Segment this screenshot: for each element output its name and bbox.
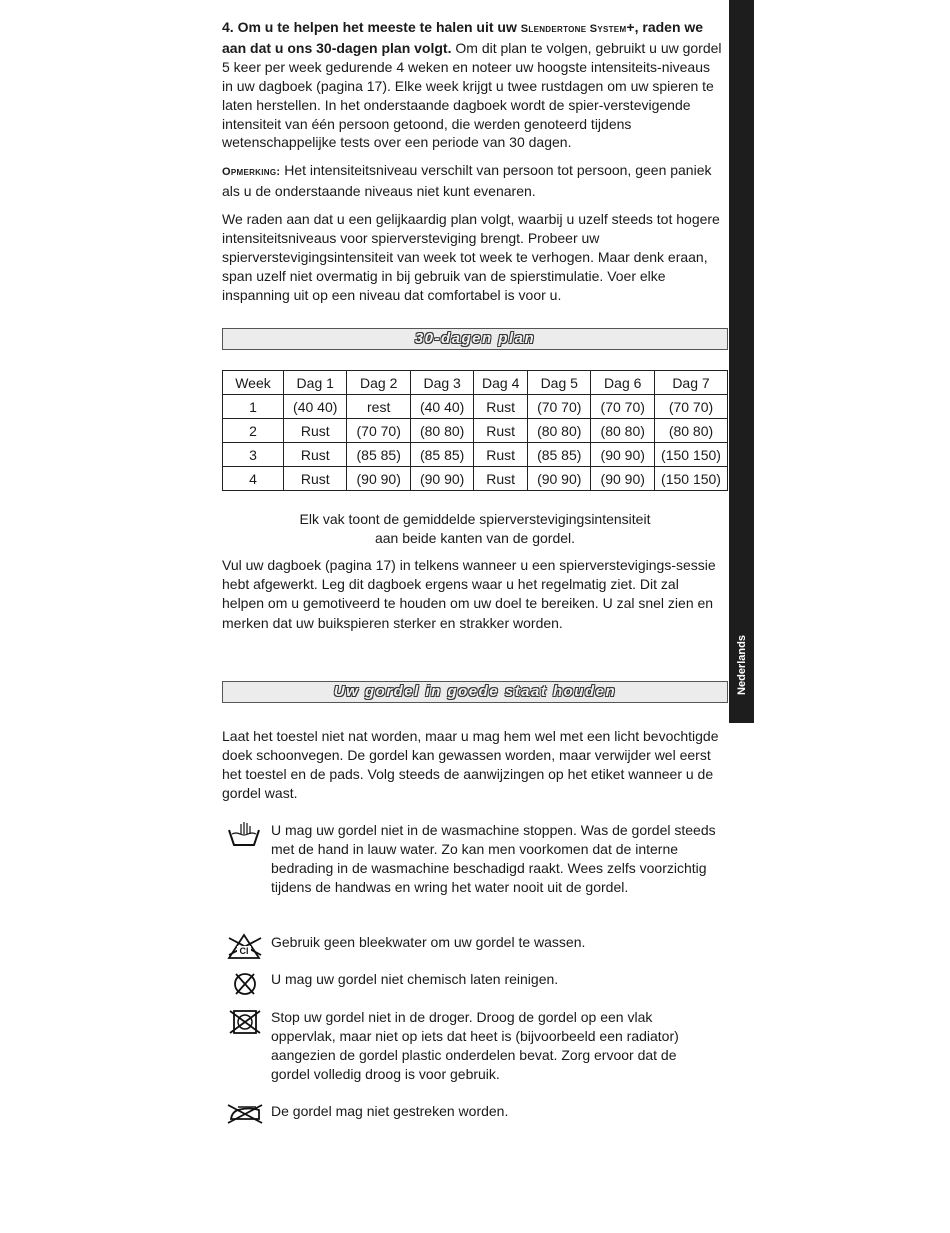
note-text: Het intensiteitsniveau verschilt van persoon tot persoon, geen paniek als u de onderstaande niveaus niet kunt evenaren. [222,162,712,200]
header-day-5: Dag 5 [528,371,591,395]
table-cell: Rust [284,419,347,443]
table-cell: Rust [474,395,528,419]
table-cell: Rust [284,443,347,467]
note-label: Opmerking: [222,166,281,179]
table-cell: (70 70) [347,419,410,443]
language-side-tab [729,0,754,723]
intro-bold-b: +, raden we aan dat u ons 30-dagen plan volgt. [222,19,704,56]
care-text-no-iron: De gordel mag niet gestreken worden. [271,1103,509,1119]
header-day-6: Dag 6 [591,371,655,395]
table-cell: (90 90) [410,467,473,491]
table-row [223,443,728,467]
header-day-4: Dag 4 [474,371,528,395]
intro-section [222,18,722,314]
header-day-2: Dag 2 [347,371,410,395]
header-day-3: Dag 3 [410,371,473,395]
table-cell: (80 80) [591,419,655,443]
table-cell: (85 85) [528,443,591,467]
table-cell: (85 85) [347,443,410,467]
table-cell: (90 90) [591,467,655,491]
table-cell: rest [347,395,410,419]
intro-paragraph [222,18,722,152]
care-intro-paragraph: Laat het toestel niet nat worden, maar u mag hem wel met een licht bevochtigde doek schoonvegen. De gordel kan gewassen worden, maar verwijder wel eerst het toestel en de pads. Volg steeds de aanwijzingen op het etiket wanneer u de gordel wast. [222,728,719,801]
table-header-row [223,371,728,395]
table-cell: (90 90) [528,467,591,491]
table-cell: (40 40) [284,395,347,419]
table-cell: 1 [223,395,284,419]
advice-paragraph: We raden aan dat u een gelijkaardig plan volgt, waarbij u uzelf steeds tot hogere intensiteitsniveaus voor spierversteviging brengt. Probeer uw spierverstevigingsintensiteit van week tot week te verhogen. Maar denk eraan, span uzelf niet overmatig in bij gebruik van de spierstimulatie. Voer elke inspanning uit op een niveau dat comfortabel is voor u. [222,211,720,303]
care-text-no-bleach: Gebruik geen bleekwater om uw gordel te wassen. [271,934,586,950]
care-text-no-tumble-dry: Stop uw gordel niet in de droger. Droog de gordel op een vlak oppervlak, maar niet op iets dat heet is (bijvoorbeeld een radiator) aangezien de gordel plastic onderdelen bevat. Zorg ervoor dat de gordel volledig droog is voor gebruik. [271,1009,679,1082]
table-cell: Rust [474,443,528,467]
table-row [223,395,728,419]
table-cell: (85 85) [410,443,473,467]
table-cell: Rust [284,467,347,491]
bleach-symbol: Cl [239,946,249,956]
table-cell: (80 80) [410,419,473,443]
table-cell: (70 70) [655,395,728,419]
table-caption [222,510,728,548]
table-row [223,419,728,443]
plan-table [222,370,728,491]
care-text-no-dry-clean: U mag uw gordel niet chemisch laten reinigen. [271,971,559,987]
table-cell: (80 80) [528,419,591,443]
table-cell: (70 70) [591,395,655,419]
no-tumble-dry-icon [226,1008,264,1038]
table-cell: (90 90) [591,443,655,467]
language-label: Nederlands [735,635,748,695]
note-paragraph [222,161,722,201]
table-cell: (150 150) [655,443,728,467]
header-day-1: Dag 1 [284,371,347,395]
table-cell: Rust [474,419,528,443]
table-row [223,467,728,491]
diary-paragraph: Vul uw dagboek (pagina 17) in telkens wanneer u een spierverstevigings-sessie hebt afgewerkt. Leg dit dagboek ergens waar u het regelmatig ziet. Dit zal helpen om u gemotiveerd te houden om uw doel te bereiken. U zal snel zien en merken dat uw buikspieren sterker en strakker worden. [222,557,716,631]
no-bleach-icon [226,933,264,963]
table-cell: 4 [223,467,284,491]
table-cell: (70 70) [528,395,591,419]
brand-name: Slendertone System [520,23,627,35]
no-iron-icon [226,1102,264,1132]
header-week: Week [223,371,284,395]
table-cell: (80 80) [655,419,728,443]
table-cell: (40 40) [410,395,473,419]
care-heading: Uw gordel in goede staat houden [222,681,728,703]
caption-line-1: Elk vak toont de gemiddelde spierverstevigingsintensiteit [299,511,651,527]
intro-step: 4. [222,19,234,35]
plan-heading: 30-dagen plan [222,328,728,350]
intro-bold-a: Om u te helpen het meeste te halen uit uw [237,19,517,35]
table-cell: (150 150) [655,467,728,491]
header-day-7: Dag 7 [655,371,728,395]
table-cell: (90 90) [347,467,410,491]
no-dry-clean-icon [226,970,264,1000]
table-cell: Rust [474,467,528,491]
caption-line-2: aan beide kanten van de gordel. [374,530,576,546]
hand-wash-icon [226,821,264,851]
care-text-hand-wash: U mag uw gordel niet in de wasmachine stoppen. Was de gordel steeds met de hand in lauw water. Zo kan men voorkomen dat de interne bedrading in de wasmachine beschadigd raakt. Wees zelfs voorzichtig tijdens de handwas en wring het water nooit uit de gordel. [271,822,716,895]
table-cell: 2 [223,419,284,443]
intro-rest: Om dit plan te volgen, gebruikt u uw gordel 5 keer per week gedurende 4 weken en noteer uw hoogste intensiteits-niveaus in uw dagboek (pagina 17). Elke week krijgt u twee rustdagen om uw spieren te laten herstellen. In het onderstaande dagboek wordt de spier-verstevigende intensiteit van één persoon getoond, die werden genoteerd tijdens wetenschappelijke tests over een periode van 30 dagen. [222,39,722,151]
table-cell: 3 [223,443,284,467]
